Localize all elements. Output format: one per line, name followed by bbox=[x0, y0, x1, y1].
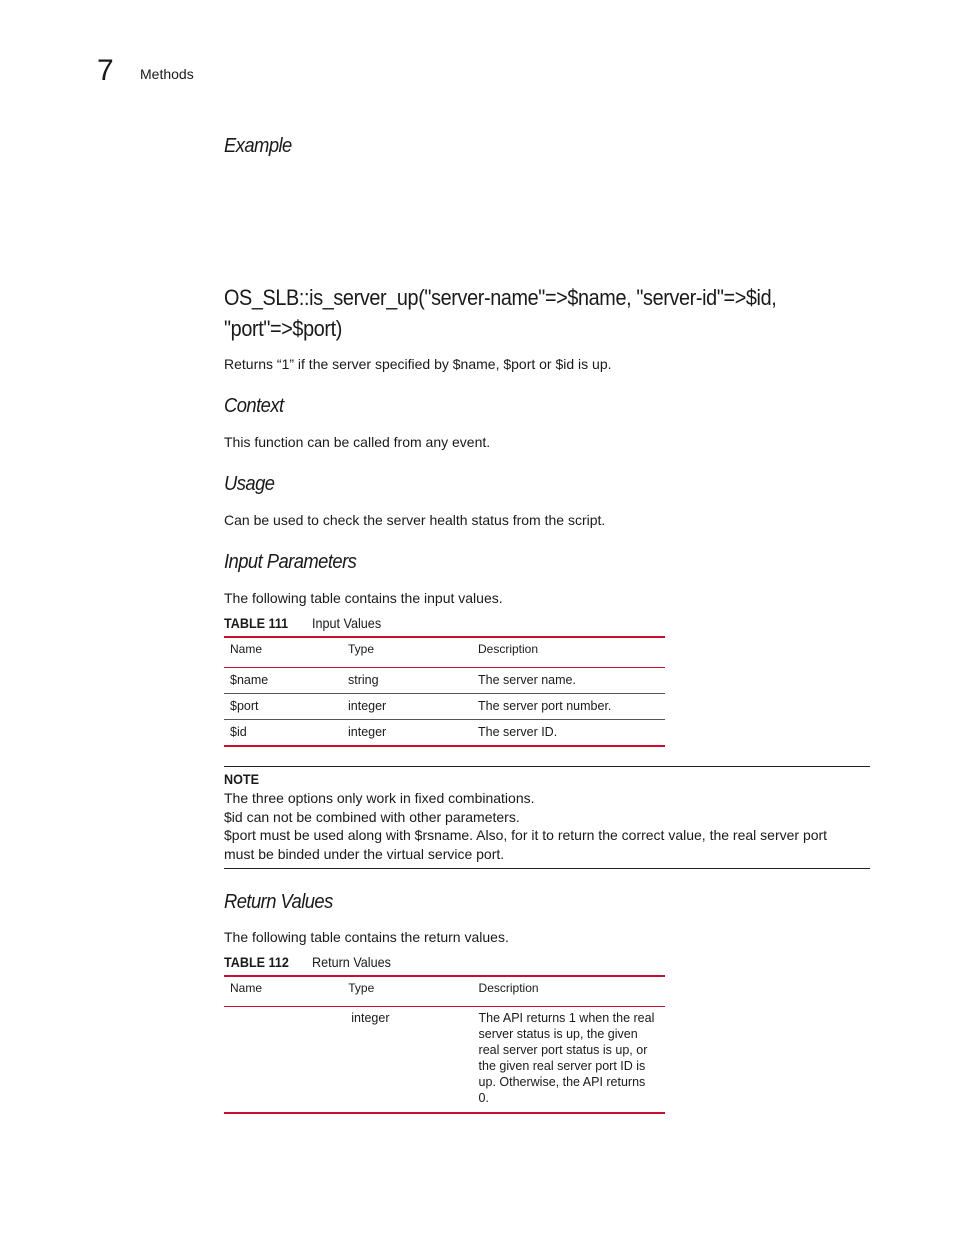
return-table-caption bbox=[224, 954, 400, 970]
method-description: Returns “1” if the server specified by $name, $port or $id is up. bbox=[224, 356, 612, 372]
cell-type: string bbox=[342, 668, 472, 694]
cell-name: $port bbox=[224, 694, 342, 720]
input-table-caption bbox=[224, 615, 389, 631]
cell-description: The server port number. bbox=[472, 694, 665, 720]
note-line: $id can not be combined with other parameters. bbox=[224, 808, 520, 825]
method-signature bbox=[224, 282, 818, 344]
cell-type: integer bbox=[342, 720, 472, 747]
input-parameters-text: The following table contains the input values. bbox=[224, 590, 503, 606]
note-line: The three options only work in fixed combinations. bbox=[224, 790, 535, 806]
cell-description: The API returns 1 when the real server status is up, the given real server port status is up, or the given real server port ID is up. Otherwise, the API returns 0. bbox=[473, 1007, 665, 1114]
column-header-description: Description bbox=[472, 637, 665, 668]
cell-name: $id bbox=[224, 720, 342, 747]
context-text: This function can be called from any event. bbox=[224, 434, 491, 450]
input-parameters-heading: Input Parameters bbox=[224, 551, 357, 573]
table-row bbox=[224, 1007, 665, 1114]
cell-description: The server name. bbox=[472, 668, 665, 694]
return-table-title: Return Values bbox=[312, 954, 391, 970]
note-line: $port must be used along with $rsname. Also, for it to return the correct value, the real server port bbox=[224, 827, 828, 843]
return-values-table bbox=[224, 975, 665, 1114]
note-line: must be binded under the virtual service port. bbox=[224, 845, 505, 862]
usage-heading: Usage bbox=[224, 473, 275, 495]
return-values-heading: Return Values bbox=[224, 891, 333, 913]
usage-text: Can be used to check the server health status from the script. bbox=[224, 512, 606, 528]
table-header-row bbox=[224, 637, 665, 668]
context-heading: Context bbox=[224, 395, 284, 417]
cell-description: The server ID. bbox=[472, 720, 665, 747]
column-header-description: Description bbox=[473, 976, 665, 1007]
table-header-row bbox=[224, 976, 665, 1007]
return-values-text: The following table contains the return values. bbox=[224, 929, 509, 945]
input-table-title: Input Values bbox=[312, 615, 382, 631]
column-header-type: Type bbox=[342, 637, 472, 668]
cell-name bbox=[224, 1007, 342, 1114]
table-row bbox=[224, 668, 665, 694]
column-header-name: Name bbox=[224, 637, 342, 668]
chapter-name: Methods bbox=[140, 66, 194, 82]
chapter-number: 7 bbox=[97, 54, 114, 87]
method-signature-line2: "port"=>$port) bbox=[224, 316, 342, 341]
input-table-label: TABLE 111 bbox=[224, 615, 289, 631]
cell-type: integer bbox=[342, 694, 472, 720]
cell-name: $name bbox=[224, 668, 342, 694]
table-row bbox=[224, 694, 665, 720]
note-label: NOTE bbox=[224, 771, 260, 787]
column-header-type: Type bbox=[342, 976, 472, 1007]
input-values-table bbox=[224, 636, 665, 747]
note-box bbox=[224, 766, 870, 869]
method-signature-line1: OS_SLB::is_server_up("server-name"=>$name, "server-id"=>$id, bbox=[224, 285, 777, 310]
column-header-name: Name bbox=[224, 976, 342, 1007]
return-table-label: TABLE 112 bbox=[224, 954, 289, 970]
cell-type: integer bbox=[342, 1007, 472, 1114]
table-row bbox=[224, 720, 665, 747]
example-heading: Example bbox=[224, 135, 292, 157]
